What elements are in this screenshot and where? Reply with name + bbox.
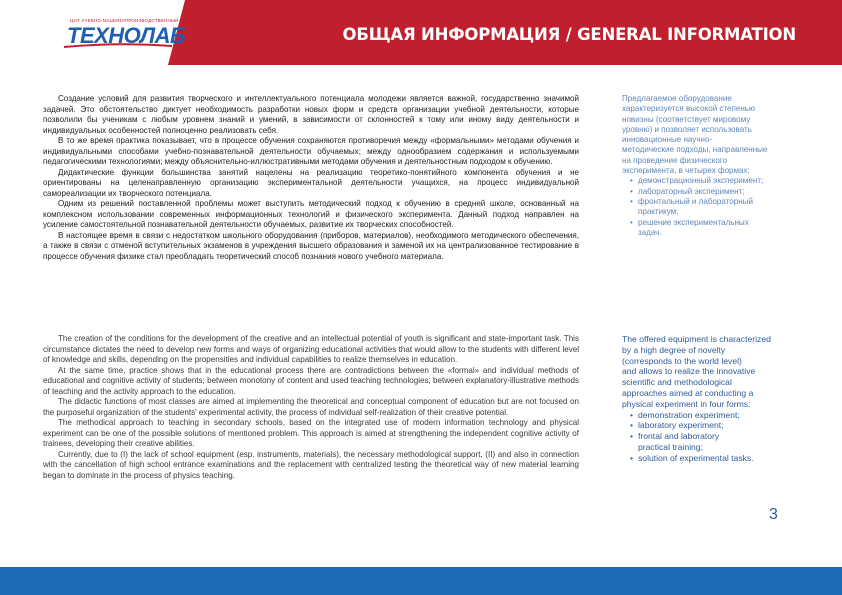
paragraph: The didactic functions of most classes are aimed at implementing the theoretical and conceptual component of education but are not focused on the purposeful organization of the students' experimental activity, the process of individual self-realization of their creative potential. bbox=[43, 397, 579, 417]
paragraph: В то же время практика показывает, что в процессе обучения сохраняются противоречия между «формальными» методами обучения и индивидуальными способами учебно-познавательной деятельности обучаемых; между однообразием содержания и используемыми педагогическими технологиями; между объяснительно-иллюстративными методами обучения и деятельностным подходом к обучению. bbox=[43, 136, 579, 166]
list-item: • лабораторный эксперимент; bbox=[630, 187, 802, 197]
sidebar-english bbox=[622, 334, 802, 464]
sidebar-lead: Предлагаемое оборудование характеризуется высокой степенью новизны (соответствует мировому уровню) и позволяет использовать инновационные научно- методические подходы, направленные на проведение физического эксперимента, в четырех формах: bbox=[622, 94, 768, 176]
paragraph: Currently, due to (I) the lack of school equipment (esp. instruments, materials), the necessary methodological support, (II) and also in connection with the cancellation of high school entrance examinations and the replacement with centralized testing the theoretical way of new material learning began to dominate in the process of physics teaching. bbox=[43, 449, 579, 480]
list-item: • demonstration experiment; bbox=[630, 410, 802, 421]
paragraph: The creation of the conditions for the development of the creative and an intellectual potential of youth is significant and state-important task. This circumstance dictates the need to develop new forms and ways of organizing educational activities that would allow to the students with different level of knowledge and skills, depending on the propensities and individual capabilities to realize themselves in education. bbox=[43, 334, 579, 364]
page-title: ОБЩАЯ ИНФОРМАЦИЯ / GENERAL INFORMATION bbox=[342, 25, 796, 44]
sidebar-list bbox=[622, 176, 802, 238]
list-item: • решение экспериментальных задач. bbox=[630, 218, 802, 239]
paragraph: The methodical approach to teaching in secondary schools, based on the integrated use of modern information technology and physical experiment can be one of the possible solutions of mentioned problem. This approach is aimed at strengthening the independent cognitive activity of trainees, developing their creative abilities. bbox=[43, 418, 579, 448]
sidebar-russian bbox=[622, 94, 802, 238]
paragraph: At the same time, practice shows that in the educational process there are contradictions between the «formal» and individual methods of educational and cognitive activity of students; between monotony of content and used teaching technologies; between explanatory-illustrative methods of teaching and the activity approach to the education. bbox=[43, 365, 579, 396]
main-text-english bbox=[43, 334, 579, 481]
main-text-russian bbox=[43, 94, 579, 262]
paragraph: Дидактические функции большинства занятий нацелены на реализацию теоретико-понятийного компонента обучения и не ориентированы на целенаправленную организацию экспериментальной деятельности учащихся, на процесс индивидуальной самореализации их творческого потенциала. bbox=[43, 167, 579, 198]
logo: ТЕХНОЛАБ bbox=[67, 23, 186, 48]
sidebar-list bbox=[622, 410, 802, 464]
footer-band bbox=[0, 567, 842, 595]
list-item: • laboratory experiment; bbox=[630, 420, 802, 431]
sidebar-lead: The offered equipment is characterized by a high degree of novelty (corresponds to the world level) and allows to realize the innovative scientific and methodological approaches aimed at conducting a physical experiment in four forms: bbox=[622, 334, 771, 409]
list-item: • frontal and laboratory practical training; bbox=[630, 431, 802, 453]
list-item: • демонстрационный эксперимент; bbox=[630, 176, 802, 186]
list-item: • фронтальный и лабораторный практикум; bbox=[630, 197, 802, 218]
list-item: • solution of experimental tasks. bbox=[630, 453, 802, 464]
paragraph: Одним из решений поставленной проблемы может выступить методический подход к обучению в средней школе, основанный на комплексном использовании современных информационных технологий и физического эксперимента. Данный подход направлен на усиление самостоятельной познавательной деятельности обучаемых, развитие их творческих способностей. bbox=[43, 199, 579, 229]
paragraph: Создание условий для развития творческого и интеллектуального потенциала молодежи является важной, государственно значимой задачей. Это обстоятельство диктует необходимость разработки новых форм и средств организации учебной деятельности, которые позволили бы ученикам с любым уровнем знаний и умений, в зависимости от склонностей к тому или иному виду деятельности и индивидуальных особенностей полноценно реализовать себя. bbox=[43, 94, 579, 135]
logo-subtitle: ЦНТ УЧЕБНО-МАШИНОПРОИЗВОДСТВЕННЫЙ ЦЕНТР bbox=[70, 18, 197, 23]
paragraph: В настоящее время в связи с недостатком школьного оборудования (приборов, материалов), необходимого методического обеспечения, а также в связи с отменой вступительных экзаменов в учреждения высшего образования и заменой их на централизованное тестирование в процессе обучения физике стал преобладать теоретический способ познания нового учебного материала. bbox=[43, 230, 579, 261]
page-number: 3 bbox=[769, 506, 778, 523]
logo-swoosh-icon bbox=[62, 43, 174, 49]
